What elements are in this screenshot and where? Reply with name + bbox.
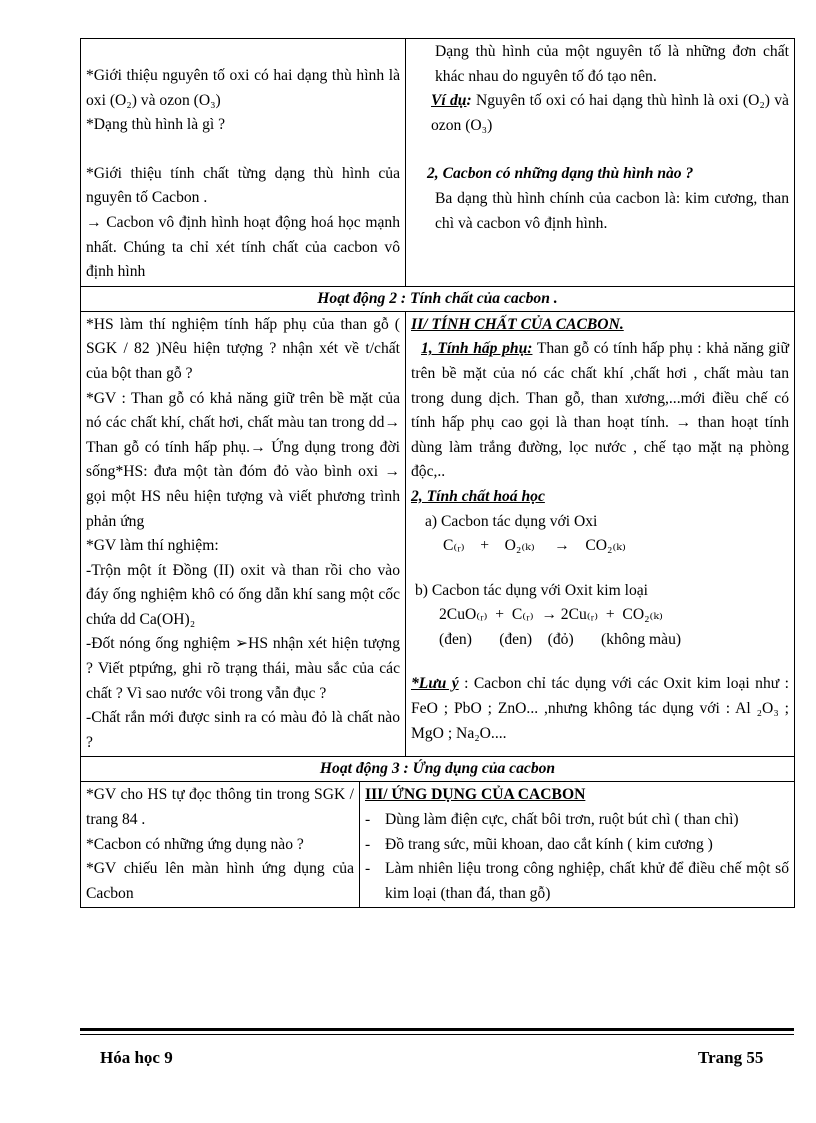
note-block — [411, 672, 789, 746]
lesson-page — [80, 38, 794, 908]
allotrope-definition: Dạng thù hình của một nguyên tố là những đơn chất khác nhau do nguyên tố đó tạo nên. — [435, 43, 789, 85]
experiment-step-mix: -Trộn một ít Đồng (II) oxit và than rồi cho vào đáy ống nghiệm khô có ống dẫn khí sang một cốc chứa dd Ca(OH)₂ — [86, 561, 400, 628]
gv-adsorption-note: *GV : Than gỗ có khả năng giữ trên bề mặt của nó các chất khí, chất hơi, chất màu tan trong dd→ Than gỗ có tính hấp phụ.→ Ứng dụng trong đời sống*HS: đưa một tàn đóm đỏ vào bình oxi → gọi một HS nêu hiện tượng và viết phương trình phản ứng — [86, 389, 400, 530]
example-text: Nguyên tố oxi có hai dạng thù hình là oxi (O₂) và ozon (O₃) — [431, 92, 789, 134]
oxi-intro: *Giới thiệu nguyên tố oxi có hai dạng thù hình là oxi (O₂) và ozon (O₃) — [86, 67, 400, 109]
adsorption-label: 1, Tính hấp phụ: — [421, 340, 533, 358]
footer-page-number: Trang 55 — [698, 1048, 764, 1067]
activity3-left-cell — [81, 782, 360, 907]
gv-self-reading: *GV cho HS tự đọc thông tin trong SGK / trang 84 . — [86, 786, 354, 829]
footer-subject: Hóa học 9 — [100, 1048, 173, 1067]
question2-text: Ba dạng thù hình chính của cacbon là: kim cương, than chì và cacbon vô định hình. — [435, 189, 789, 232]
amorphous-carbon-note: → Cacbon vô định hình hoạt động hoá học mạnh nhất. Chúng ta chỉ xét tính chất của cacbon vô định hình — [86, 213, 400, 281]
reaction-a-equation: C₍ᵣ₎ + O₂₍ₖ₎ → CO₂₍ₖ₎ — [443, 537, 626, 555]
application-item: - Dùng làm điện cực, chất bôi trơn, ruột bút chì ( than chì) — [365, 811, 739, 829]
applications-heading: III/ ỨNG DỤNG CỦA CACBON — [365, 786, 586, 804]
activity2-title-row — [81, 286, 795, 311]
activity3-title-row — [81, 757, 795, 782]
section1-right-cell — [406, 39, 795, 287]
activity2-row — [81, 311, 795, 757]
footer-rule — [80, 1028, 794, 1035]
adsorption-paragraph — [411, 337, 789, 485]
activity3-title: Hoạt động 3 : Ứng dụng của cacbon — [81, 757, 795, 782]
application-item: - Làm nhiên liệu trong công nghiệp, chất khử để điều chế một số kim loại (than đá, than gỗ) — [365, 860, 789, 902]
activity2-right-cell — [406, 311, 795, 757]
applications-question: *Cacbon có những ứng dụng nào ? — [86, 835, 304, 853]
reaction-b-label: b) Cacbon tác dụng với Oxit kim loại — [415, 581, 649, 599]
activity3-row — [81, 782, 795, 908]
reaction-b-equation: 2CuO₍ᵣ₎ + C₍ᵣ₎ → 2Cu₍ᵣ₎ + CO₂₍ₖ₎ — [439, 606, 663, 624]
allotrope-question: *Dạng thù hình là gì ? — [86, 116, 226, 134]
chemical-properties-label: 2, Tính chất hoá học — [411, 487, 545, 505]
application-item: - Đồ trang sức, mũi khoan, dao cắt kính ( kim cương ) — [365, 835, 713, 853]
experiment-step-heat: -Đốt nóng ống nghiệm ➢HS nhận xét hiện tượng ? Viết ptpứng, ghi rõ trạng thái, màu sắc của các chất ? Vì sao nước vôi trong vẫn đục ? — [86, 635, 400, 702]
note-label: *Lưu ý — [411, 675, 459, 693]
reaction-b-colors: (đen) (đen) (đỏ) (không màu) — [439, 630, 682, 648]
gv-experiment-label: *GV làm thí nghiệm: — [86, 537, 219, 555]
lesson-table — [80, 38, 795, 908]
activity3-cell — [81, 782, 795, 908]
carbon-allotrope-intro: *Giới thiệu tính chất từng dạng thù hình của nguyên tố Cacbon . — [86, 164, 400, 207]
gv-projection: *GV chiếu lên màn hình ứng dụng của Cacbon — [86, 860, 354, 902]
reaction-a-label: a) Cacbon tác dụng với Oxi — [425, 512, 598, 530]
question2-title: 2, Cacbon có những dạng thù hình nào ? — [427, 165, 694, 183]
experiment-question-red: -Chất rắn mới được sinh ra có màu đỏ là chất nào ? — [86, 709, 400, 751]
example-block: Ví dụ: Nguyên tố oxi có hai dạng thù hình là oxi (O₂) và ozon (O₃) — [431, 92, 789, 134]
activity2-left-cell — [81, 311, 406, 757]
hs-adsorption-task: *HS làm thí nghiệm tính hấp phụ của than gỗ ( SGK / 82 )Nêu hiện tượng ? nhận xét về t/chất của bột than gỗ ? — [86, 315, 400, 382]
properties-heading: II/ TÍNH CHẤT CỦA CACBON. — [411, 315, 624, 333]
activity3-right-cell — [360, 782, 794, 907]
example-label: Ví dụ — [431, 92, 467, 110]
adsorption-text: Than gỗ có tính hấp phụ : khả năng giữ trên bề mặt của nó các chất khí ,chất hơi , chất màu tan trong dung dịch. Than gỗ, than xương,...mới điều chế có tính hấp phụ cao gọi là than hoạt tính. → than hoạt tính dùng làm trắng đường, lọc nước , chế tạo mặt nạ phòng độc,.. — [411, 340, 789, 481]
section1-row — [81, 39, 795, 287]
note-text: : Cacbon chỉ tác dụng với các Oxit kim loại như : FeO ; PbO ; ZnO... ,nhưng không tác dụng với : Al ₂O₃ ; MgO ; Na₂O.... — [411, 675, 789, 742]
section1-left-cell — [81, 39, 406, 287]
activity2-title: Hoạt động 2 : Tính chất của cacbon . — [81, 286, 795, 311]
